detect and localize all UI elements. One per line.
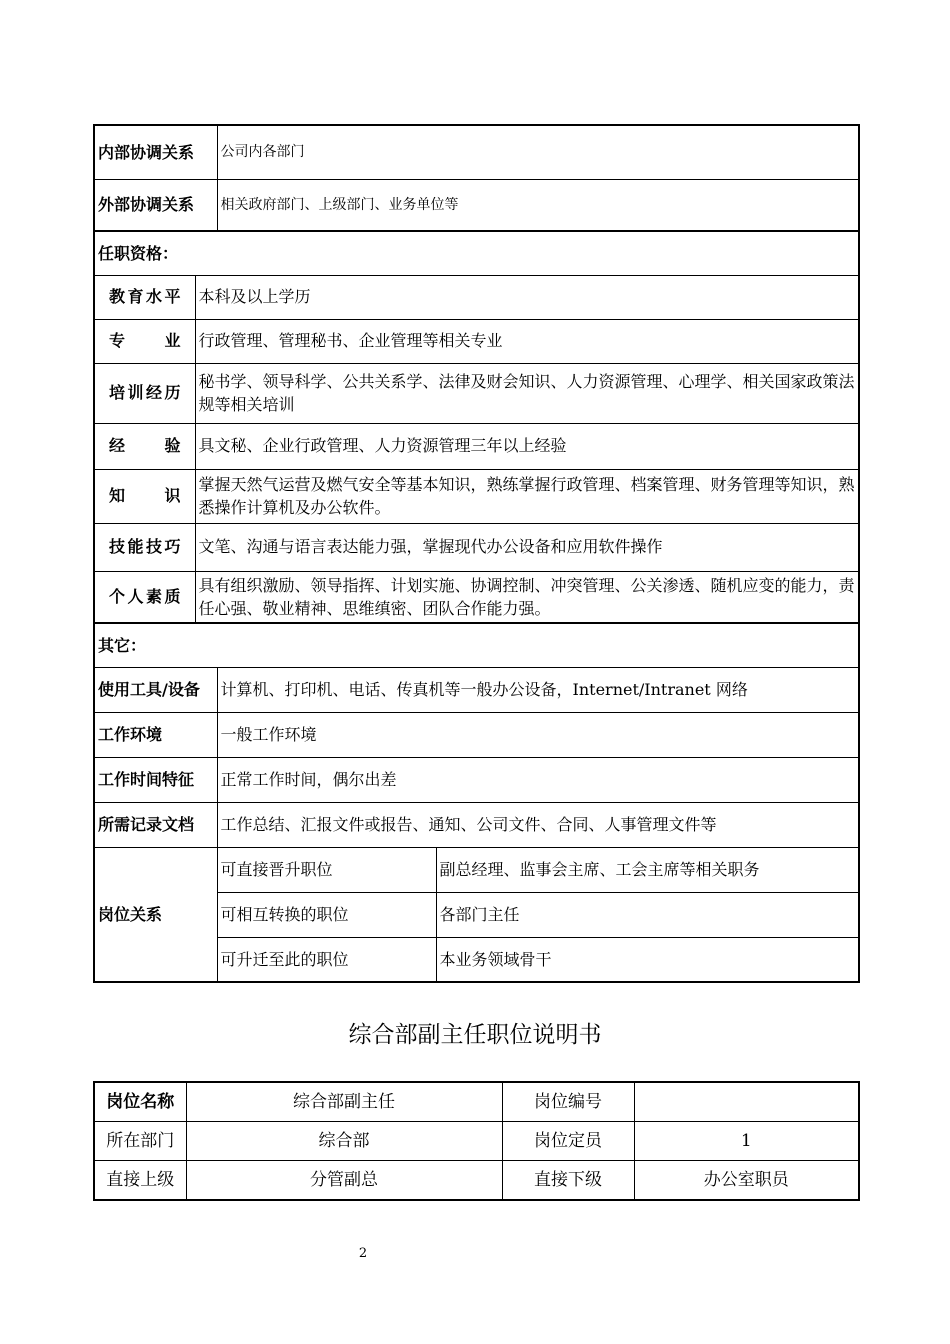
relations-label: 岗位关系 [94,847,217,982]
department-value: 综合部 [186,1122,502,1161]
relation-type: 可升迁至此的职位 [217,937,436,982]
subordinate-label: 直接下级 [502,1161,634,1201]
training-label: 培训经历 [94,363,195,423]
documents-value: 工作总结、汇报文件或报告、通知、公司文件、合同、人事管理文件等 [217,802,859,847]
internal-coord-label: 内部协调关系 [94,125,217,179]
external-coord-value: 相关政府部门、上级部门、业务单位等 [217,179,859,231]
position-info-table [93,1081,860,1201]
major-label: 专 业 [94,319,195,363]
work-time-label: 工作时间特征 [94,757,217,802]
experience-value: 具文秘、企业行政管理、人力资源管理三年以上经验 [195,423,859,469]
qualification-row [94,275,859,319]
qualification-row [94,523,859,571]
knowledge-label: 知 识 [94,469,195,523]
info-row [94,1122,859,1161]
skills-value: 文笔、沟通与语言表达能力强，掌握现代办公设备和应用软件操作 [195,523,859,571]
experience-label: 经 验 [94,423,195,469]
position-code-value [634,1082,859,1122]
info-row [94,1082,859,1122]
qualification-row [94,363,859,423]
tools-label: 使用工具/设备 [94,667,217,712]
relation-value: 副总经理、监事会主席、工会主席等相关职务 [436,847,859,892]
position-name-value: 综合部副主任 [186,1082,502,1122]
qualification-row [94,469,859,523]
department-label: 所在部门 [94,1122,186,1161]
relation-value: 本业务领域骨干 [436,937,859,982]
external-coord-row [94,179,859,231]
personal-quality-value: 具有组织激励、领导指挥、计划实施、协调控制、冲突管理、公关渗透、随机应变的能力，责任心强、敬业精神、思维缜密、团队合作能力强。 [195,571,859,623]
skills-label: 技能技巧 [94,523,195,571]
page-number: 2 [358,1246,368,1261]
qualification-row [94,423,859,469]
relation-row [94,847,859,892]
superior-value: 分管副总 [186,1161,502,1201]
position-name-label: 岗位名称 [94,1082,186,1122]
job-description-table [93,124,860,983]
other-row [94,802,859,847]
subordinate-value: 办公室职员 [634,1161,859,1201]
other-row [94,712,859,757]
major-value: 行政管理、管理秘书、企业管理等相关专业 [195,319,859,363]
relation-value: 各部门主任 [436,892,859,937]
qualification-row [94,571,859,623]
headcount-label: 岗位定员 [502,1122,634,1161]
environment-label: 工作环境 [94,712,217,757]
relation-type: 可直接晋升职位 [217,847,436,892]
position-code-label: 岗位编号 [502,1082,634,1122]
qualification-row [94,319,859,363]
education-label: 教育水平 [94,275,195,319]
superior-label: 直接上级 [94,1161,186,1201]
other-row [94,667,859,712]
knowledge-value: 掌握天然气运营及燃气安全等基本知识，熟练掌握行政管理、档案管理、财务管理等知识，熟悉操作计算机及办公软件。 [195,469,859,523]
info-row [94,1161,859,1201]
internal-coord-value: 公司内各部门 [217,125,859,179]
other-header-row [94,623,859,667]
training-value: 秘书学、领导科学、公共关系学、法律及财会知识、人力资源管理、心理学、相关国家政策法规等相关培训 [195,363,859,423]
education-value: 本科及以上学历 [195,275,859,319]
documents-label: 所需记录文档 [94,802,217,847]
external-coord-label: 外部协调关系 [94,179,217,231]
internal-coord-row [94,125,859,179]
work-time-value: 正常工作时间，偶尔出差 [217,757,859,802]
other-row [94,757,859,802]
environment-value: 一般工作环境 [217,712,859,757]
headcount-value: 1 [634,1122,859,1161]
relation-type: 可相互转换的职位 [217,892,436,937]
tools-value: 计算机、打印机、电话、传真机等一般办公设备，Internet/Intranet 网络 [217,667,859,712]
qualification-header: 任职资格： [94,231,859,275]
personal-quality-label: 个人素质 [94,571,195,623]
document-title: 综合部副主任职位说明书 [348,1022,602,1048]
qualification-header-row [94,231,859,275]
other-header: 其它： [94,623,859,667]
